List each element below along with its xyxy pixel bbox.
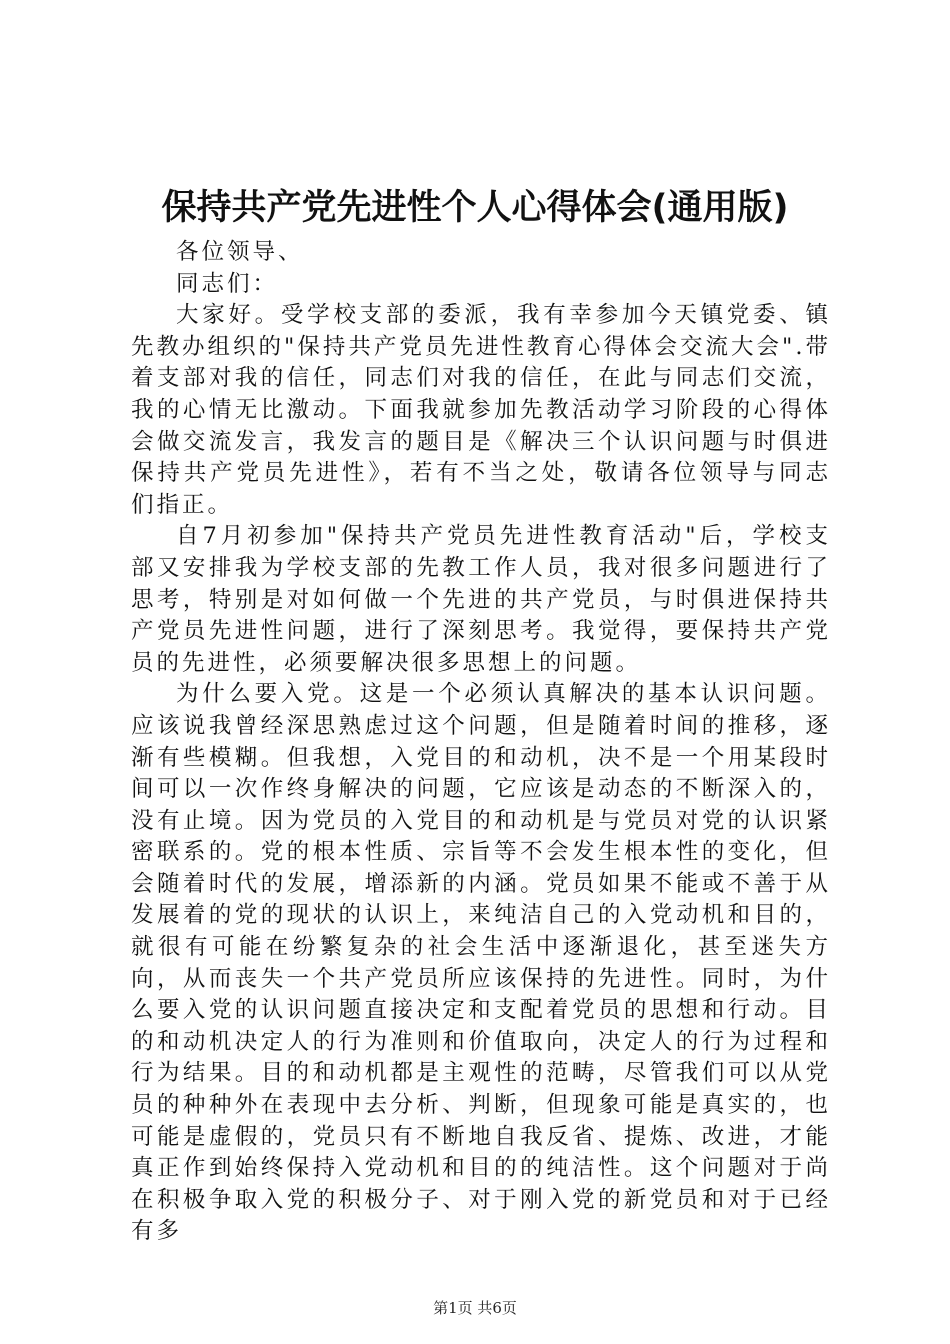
document-title: 保持共产党先进性个人心得体会(通用版) [161,188,789,228]
page-number-footer: 第1页 共6页 [433,1299,517,1317]
salutation-leaders: 各位领导、 [176,239,304,265]
body-paragraph: 自7月初参加"保持共产党员先进性教育活动"后，学校支部又安排我为学校支部的先教工作人员，我对很多问题进行了思考，特别是对如何做一个先进的共产党员，与时俱进保持共产党员先进性问题，进行了深刻思考。我觉得，要保持共产党员的先进性，必须要解决很多思想上的问题。 [131,523,831,676]
body-paragraph: 大家好。受学校支部的委派，我有幸参加今天镇党委、镇先教办组织的"保持共产党员先进性教育心得体会交流大会".带着支部对我的信任，同志们对我的信任，在此与同志们交流，我的心情无比激动。下面我就参加先教活动学习阶段的心得体会做交流发言，我发言的题目是《解决三个认识问题与时俱进保持共产党员先进性》，若有不当之处，敬请各位领导与同志们指正。 [131,302,831,518]
document-body [131,237,831,1248]
body-paragraph: 为什么要入党。这是一个必须认真解决的基本认识问题。应该说我曾经深思熟虑过这个问题，但是随着时间的推移，逐渐有些模糊。但我想，入党目的和动机，决不是一个用某段时间可以一次作终身解决的问题，它应该是动态的不断深入的，没有止境。因为党员的入党目的和动机是与党员对党的认识紧密联系的。党的根本性质、宗旨等不会发生根本性的变化，但会随着时代的发展，增添新的内涵。党员如果不能或不善于从发展着的党的现状的认识上，来纯洁自己的入党动机和目的，就很有可能在纷繁复杂的社会生活中逐渐退化，甚至迷失方向，从而丧失一个共产党员所应该保持的先进性。同时，为什么要入党的认识问题直接决定和支配着党员的思想和行动。目的和动机决定人的行为准则和价值取向，决定人的行为过程和行为结果。目的和动机都是主观性的范畴，尽管我们可以从党员的种种外在表现中去分析、判断，但现象可能是真实的，也可能是虚假的，党员只有不断地自我反省、提炼、改进，才能真正作到始终保持入党动机和目的的纯洁性。这个问题对于尚在积极争取入党的积极分子、对于刚入党的新党员和对于已经有多 [131,681,831,1245]
salutation-comrades: 同志们： [176,270,279,297]
